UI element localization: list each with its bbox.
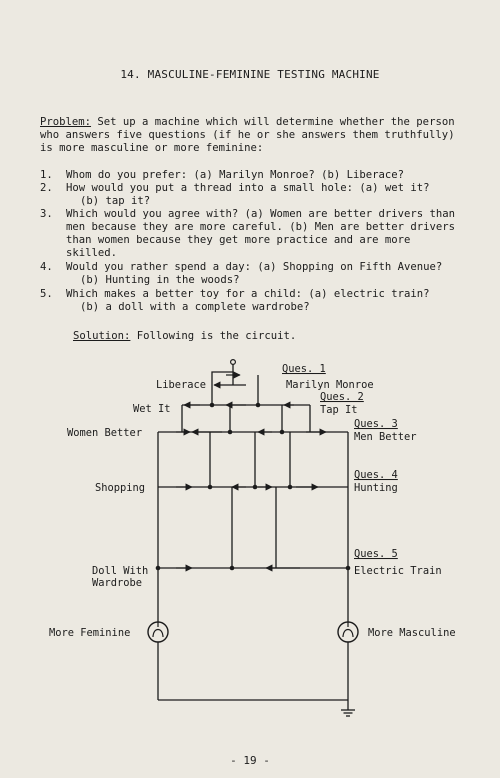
solution-label: Solution: [73,330,131,342]
more-masculine-label: More Masculine [368,627,456,639]
tap-it-label: Tap It [320,404,358,416]
ques-4-label: Ques. 4 [354,469,398,481]
shopping-label: Shopping [95,482,146,494]
lamp-feminine-icon [148,622,168,642]
page-title: 14. MASCULINE-FEMININE TESTING MACHINE [120,68,380,81]
page-number: - 19 - [230,754,270,767]
ques-5-label: Ques. 5 [354,548,398,560]
doll-label: Doll With [92,565,149,577]
question-number: 3. [40,208,53,220]
question-text-cont: (b) tap it? [80,195,151,207]
circuit-arrows [176,375,326,568]
more-feminine-label: More Feminine [49,627,131,639]
question-number: 1. [40,169,53,181]
question-text: Whom do you prefer: (a) Marilyn Monroe? (b) Liberace? [66,169,405,181]
hunting-label: Hunting [354,482,398,494]
men-better-label: Men Better [354,431,417,443]
question-text: How would you put a thread into a small hole: (a) wet it? [66,182,430,194]
ques-3-label: Ques. 3 [354,418,398,430]
electric-train-label: Electric Train [354,565,442,577]
problem-text: Set up a machine which will determine whether the person who answers five questions (if he or she answers them truthfully) is more masculine or more feminine: [40,116,455,154]
wet-it-label: Wet It [133,403,171,415]
question-text: Would you rather spend a day: (a) Shopping on Fifth Avenue? [66,261,443,273]
solution-text: Following is the circuit. [130,330,297,342]
question-text: Which makes a better toy for a child: (a) electric train? [66,288,430,300]
question-text: Which would you agree with? (a) Women are better drivers than men because they are more careful. (b) Men are better drivers than women because they get more practice and are more skilled. [66,208,456,259]
problem-label: Problem: [40,116,92,128]
ques-1-label: Ques. 1 [282,363,326,375]
question-text-cont: (b) a doll with a complete wardrobe? [80,301,310,313]
women-better-label: Women Better [67,427,143,439]
lamp-masculine-icon [338,622,358,642]
question-number: 2. [40,182,53,194]
question-number: 5. [40,288,53,300]
ques-2-label: Ques. 2 [320,391,364,403]
question-text-cont: (b) Hunting in the woods? [80,274,240,286]
question-number: 4. [40,261,53,273]
wardrobe-label: Wardrobe [92,577,143,589]
liberace-label: Liberace [156,379,207,391]
marilyn-monroe-label: Marilyn Monroe [286,379,374,391]
